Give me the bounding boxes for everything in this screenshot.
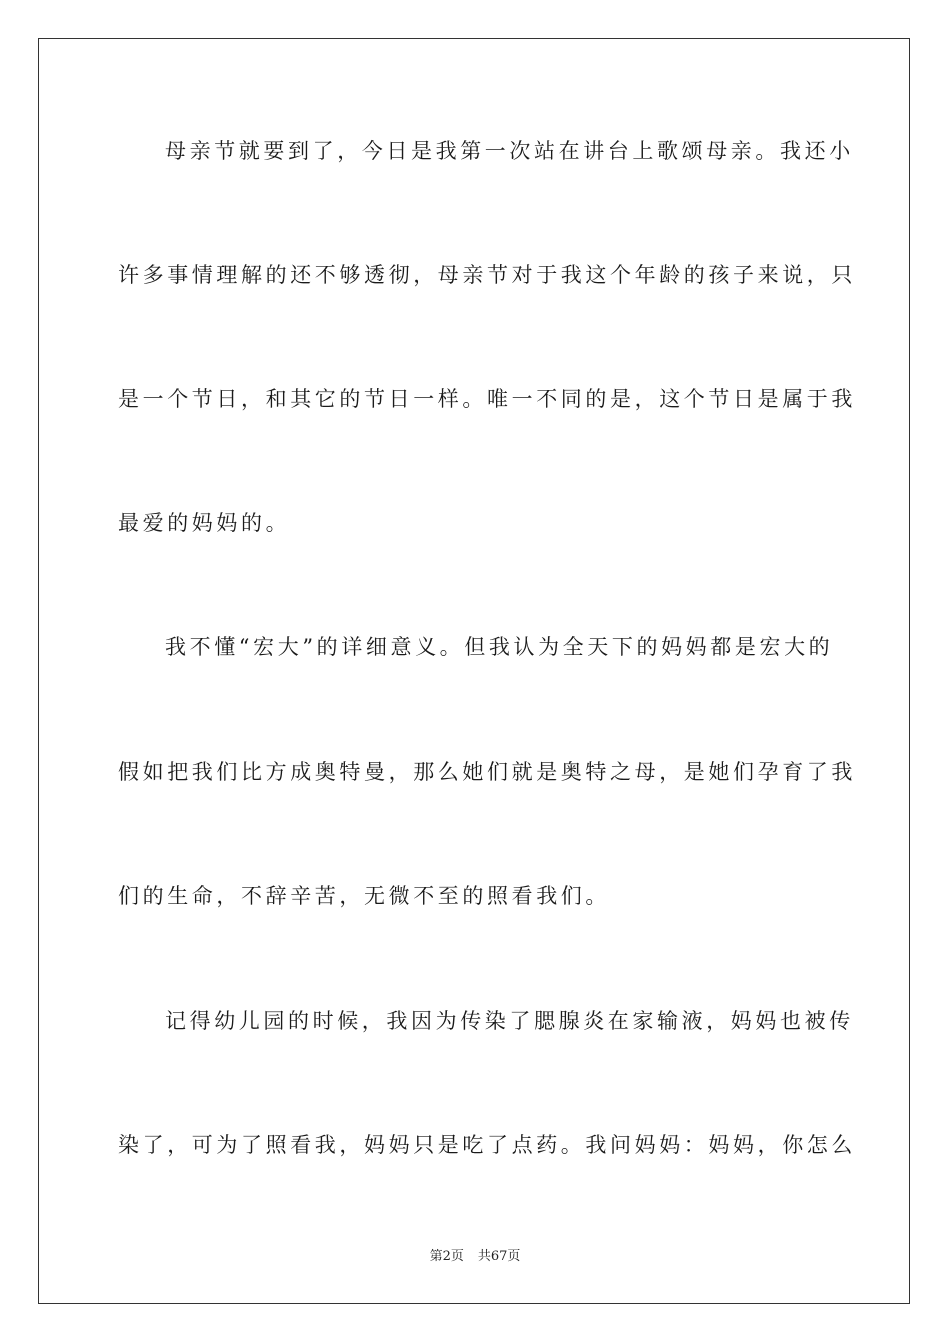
- page-total: 共67页: [477, 1249, 521, 1264]
- text-line-2: 许多事情理解的还不够透彻，母亲节对于我这个年龄的孩子来说，只: [118, 263, 856, 287]
- text-line-9: 染了，可为了照看我，妈妈只是吃了点药。我问妈妈：妈妈，你怎么: [118, 1133, 856, 1157]
- text-line-1: 母亲节就要到了，今日是我第一次站在讲台上歌颂母亲。我还小: [165, 139, 854, 163]
- text-line-3: 是一个节日，和其它的节日一样。唯一不同的是，这个节日是属于我: [118, 387, 856, 411]
- text-line-6: 假如把我们比方成奥特曼，那么她们就是奥特之母，是她们孕育了我: [118, 760, 856, 784]
- text-line-8: 记得幼儿园的时候，我因为传染了腮腺炎在家输液，妈妈也被传: [165, 1009, 854, 1033]
- page-footer: [0, 1248, 950, 1266]
- page-number: 第2页: [429, 1249, 464, 1264]
- text-line-7: 们的生命，不辞辛苦，无微不至的照看我们。: [118, 884, 610, 908]
- text-line-4: 最爱的妈妈的。: [118, 511, 291, 535]
- text-line-5: 我不懂“宏大”的详细意义。但我认为全天下的妈妈都是宏大的: [165, 635, 834, 659]
- page-border: [38, 38, 910, 1304]
